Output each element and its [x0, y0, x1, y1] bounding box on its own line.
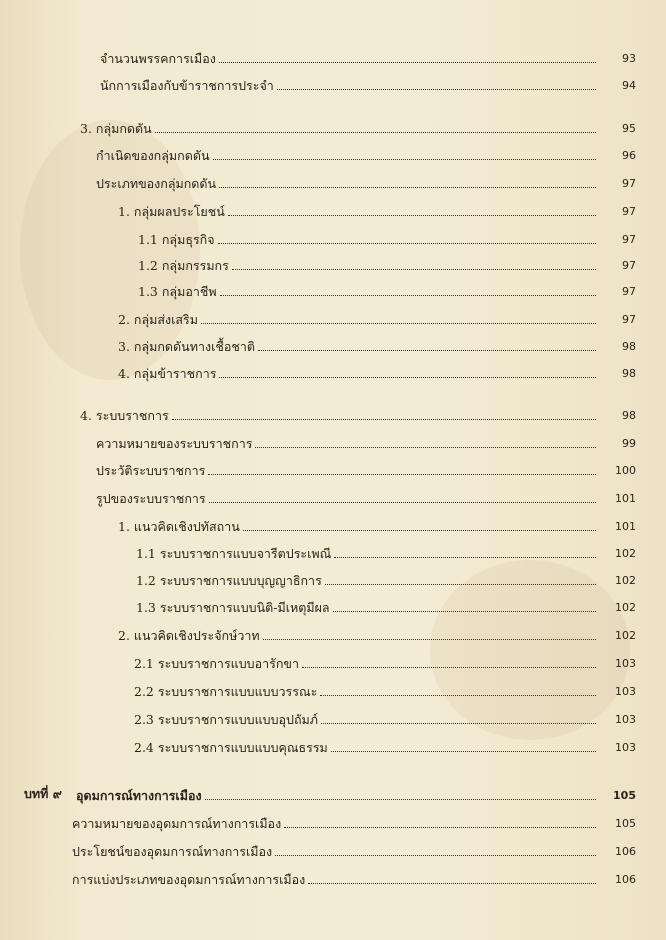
- toc-entry-page: 105: [615, 817, 636, 830]
- leader-dots: [220, 294, 596, 296]
- leader-dots: [209, 501, 596, 503]
- toc-entry: [136, 594, 636, 616]
- toc-entry-title: นักการเมืองกับข้าราชการประจำ: [100, 78, 274, 93]
- toc-entry: [118, 333, 636, 355]
- toc-entry: [118, 360, 636, 382]
- toc-entry: [118, 306, 636, 328]
- toc-entry-title: 1.1 ระบบราชการแบบจารีตประเพณี: [136, 546, 332, 561]
- toc-entry: [72, 810, 636, 832]
- toc-entry: [118, 198, 636, 220]
- toc-entry-page: 97: [622, 177, 636, 190]
- toc-entry-title: ประโยชน์ของอุดมการณ์ทางการเมือง: [72, 844, 273, 859]
- toc-entry-title: รูปของระบบราชการ: [96, 491, 206, 506]
- toc-entry-title: 3. กลุ่มกดดัน: [80, 121, 152, 136]
- toc-entry: [96, 457, 636, 479]
- toc-entry-title: การแบ่งประเภทของอุดมการณ์ทางการเมือง: [72, 872, 306, 887]
- leader-dots: [275, 854, 596, 856]
- toc-entry: [96, 170, 636, 192]
- toc-entry-title: 1. กลุ่มผลประโยชน์: [118, 204, 225, 219]
- toc-entry-page: 102: [615, 601, 636, 614]
- toc-entry: [134, 678, 636, 700]
- toc-entry-page: 106: [615, 873, 636, 886]
- leader-dots: [219, 186, 596, 188]
- toc-entry-page: 97: [622, 233, 636, 246]
- toc-entry-page: 93: [622, 52, 636, 65]
- toc-entry-page: 101: [615, 492, 636, 505]
- toc-entry-title: จำนวนพรรคการเมือง: [100, 51, 216, 66]
- leader-dots: [321, 722, 596, 724]
- leader-dots: [320, 694, 596, 696]
- toc-entry-title: 2.3 ระบบราชการแบบแบบอุปถัมภ์: [134, 712, 319, 727]
- leader-dots: [219, 376, 596, 378]
- toc-entry-title: 4. กลุ่มข้าราชการ: [118, 366, 217, 381]
- chapter-title-entry: [76, 782, 636, 804]
- toc-entry: [72, 838, 636, 860]
- toc-entry-title: 1.3 กลุ่มอาชีพ: [138, 284, 217, 299]
- toc-entry: [136, 567, 636, 589]
- toc-entry-page: 102: [615, 629, 636, 642]
- toc-entry-page: 96: [622, 149, 636, 162]
- toc-entry: [96, 142, 636, 164]
- toc-entry: [96, 430, 636, 452]
- toc-entry: [134, 734, 636, 756]
- leader-dots: [228, 214, 596, 216]
- leader-dots: [172, 418, 596, 420]
- toc-entry-page: 101: [615, 520, 636, 533]
- toc-entry-title: 1.2 ระบบราชการแบบบุญญาธิการ: [136, 573, 322, 588]
- toc-entry-title: ความหมายของอุดมการณ์ทางการเมือง: [72, 816, 282, 831]
- leader-dots: [243, 529, 596, 531]
- toc-entry: [96, 485, 636, 507]
- toc-entry: [80, 115, 636, 137]
- toc-entry-page: 97: [622, 259, 636, 272]
- toc-entry-page: 105: [613, 789, 636, 802]
- leader-dots: [308, 882, 596, 884]
- toc-entry: [138, 226, 636, 248]
- leader-dots: [205, 798, 596, 800]
- toc-entry-page: 98: [622, 340, 636, 353]
- toc-entry: [134, 650, 636, 672]
- toc-entry: [100, 45, 636, 67]
- toc-entry: [118, 513, 636, 535]
- toc-entry-title: 2. แนวคิดเชิงประจักษ์วาท: [118, 628, 260, 643]
- toc-entry: [138, 278, 636, 300]
- leader-dots: [334, 556, 596, 558]
- toc-entry-title: 2.1 ระบบราชการแบบอารักขา: [134, 656, 299, 671]
- toc-entry-page: 99: [622, 437, 636, 450]
- leader-dots: [258, 349, 596, 351]
- leader-dots: [284, 826, 596, 828]
- toc-entry-page: 103: [615, 685, 636, 698]
- toc-entry-title: 2.2 ระบบราชการแบบแบบวรรณะ: [134, 684, 318, 699]
- leader-dots: [218, 242, 596, 244]
- toc-entry: [72, 866, 636, 888]
- toc-entry-title: 1.2 กลุ่มกรรมกร: [138, 258, 229, 273]
- toc-entry-page: 100: [615, 464, 636, 477]
- toc-entry: [134, 706, 636, 728]
- toc-entry-title: ประวัติระบบราชการ: [96, 463, 206, 478]
- toc-entry: [136, 540, 636, 562]
- leader-dots: [263, 638, 596, 640]
- toc-entry-title: 1.3 ระบบราชการแบบนิติ-มีเหตุมีผล: [136, 600, 330, 615]
- toc-entry-page: 102: [615, 547, 636, 560]
- toc-entry-title: อุดมการณ์ทางการเมือง: [76, 788, 202, 803]
- toc-entry-page: 95: [622, 122, 636, 135]
- toc-entry-page: 97: [622, 285, 636, 298]
- toc-entry-page: 102: [615, 574, 636, 587]
- toc-entry: [100, 72, 636, 94]
- toc-entry-page: 98: [622, 409, 636, 422]
- leader-dots: [208, 473, 596, 475]
- leader-dots: [155, 131, 596, 133]
- toc-entry-page: 103: [615, 657, 636, 670]
- leader-dots: [201, 322, 596, 324]
- toc-entry-title: 2.4 ระบบราชการแบบแบบคุณธรรม: [134, 740, 328, 755]
- toc-entry-page: 103: [615, 713, 636, 726]
- leader-dots: [331, 750, 596, 752]
- toc-entry-title: 3. กลุ่มกดดันทางเชื้อชาติ: [118, 339, 255, 354]
- toc-entry-title: 1. แนวคิดเชิงปทัสถาน: [118, 519, 240, 534]
- toc-entry-page: 97: [622, 205, 636, 218]
- toc-entry-title: ความหมายของระบบราชการ: [96, 436, 253, 451]
- leader-dots: [302, 666, 596, 668]
- toc-entry-page: 103: [615, 741, 636, 754]
- toc-entry-title: กำเนิดของกลุ่มกดดัน: [96, 148, 210, 163]
- toc-entry-title: ประเภทของกลุ่มกดดัน: [96, 176, 217, 191]
- toc-entry-page: 106: [615, 845, 636, 858]
- toc-entry: [138, 252, 636, 274]
- leader-dots: [277, 88, 596, 90]
- leader-dots: [213, 158, 597, 160]
- toc-entry-page: 94: [622, 79, 636, 92]
- toc-entry-page: 98: [622, 367, 636, 380]
- leader-dots: [325, 583, 596, 585]
- toc-entry-title: 1.1 กลุ่มธุรกิจ: [138, 232, 215, 247]
- chapter-label: บทที่ ๙: [24, 786, 62, 801]
- leader-dots: [232, 268, 596, 270]
- leader-dots: [255, 446, 596, 448]
- toc-entry-page: 97: [622, 313, 636, 326]
- toc-entry: [80, 402, 636, 424]
- leader-dots: [333, 610, 596, 612]
- toc-entry-title: 2. กลุ่มส่งเสริม: [118, 312, 198, 327]
- toc-entry-title: 4. ระบบราชการ: [80, 408, 169, 423]
- leader-dots: [219, 61, 596, 63]
- toc-entry: [118, 622, 636, 644]
